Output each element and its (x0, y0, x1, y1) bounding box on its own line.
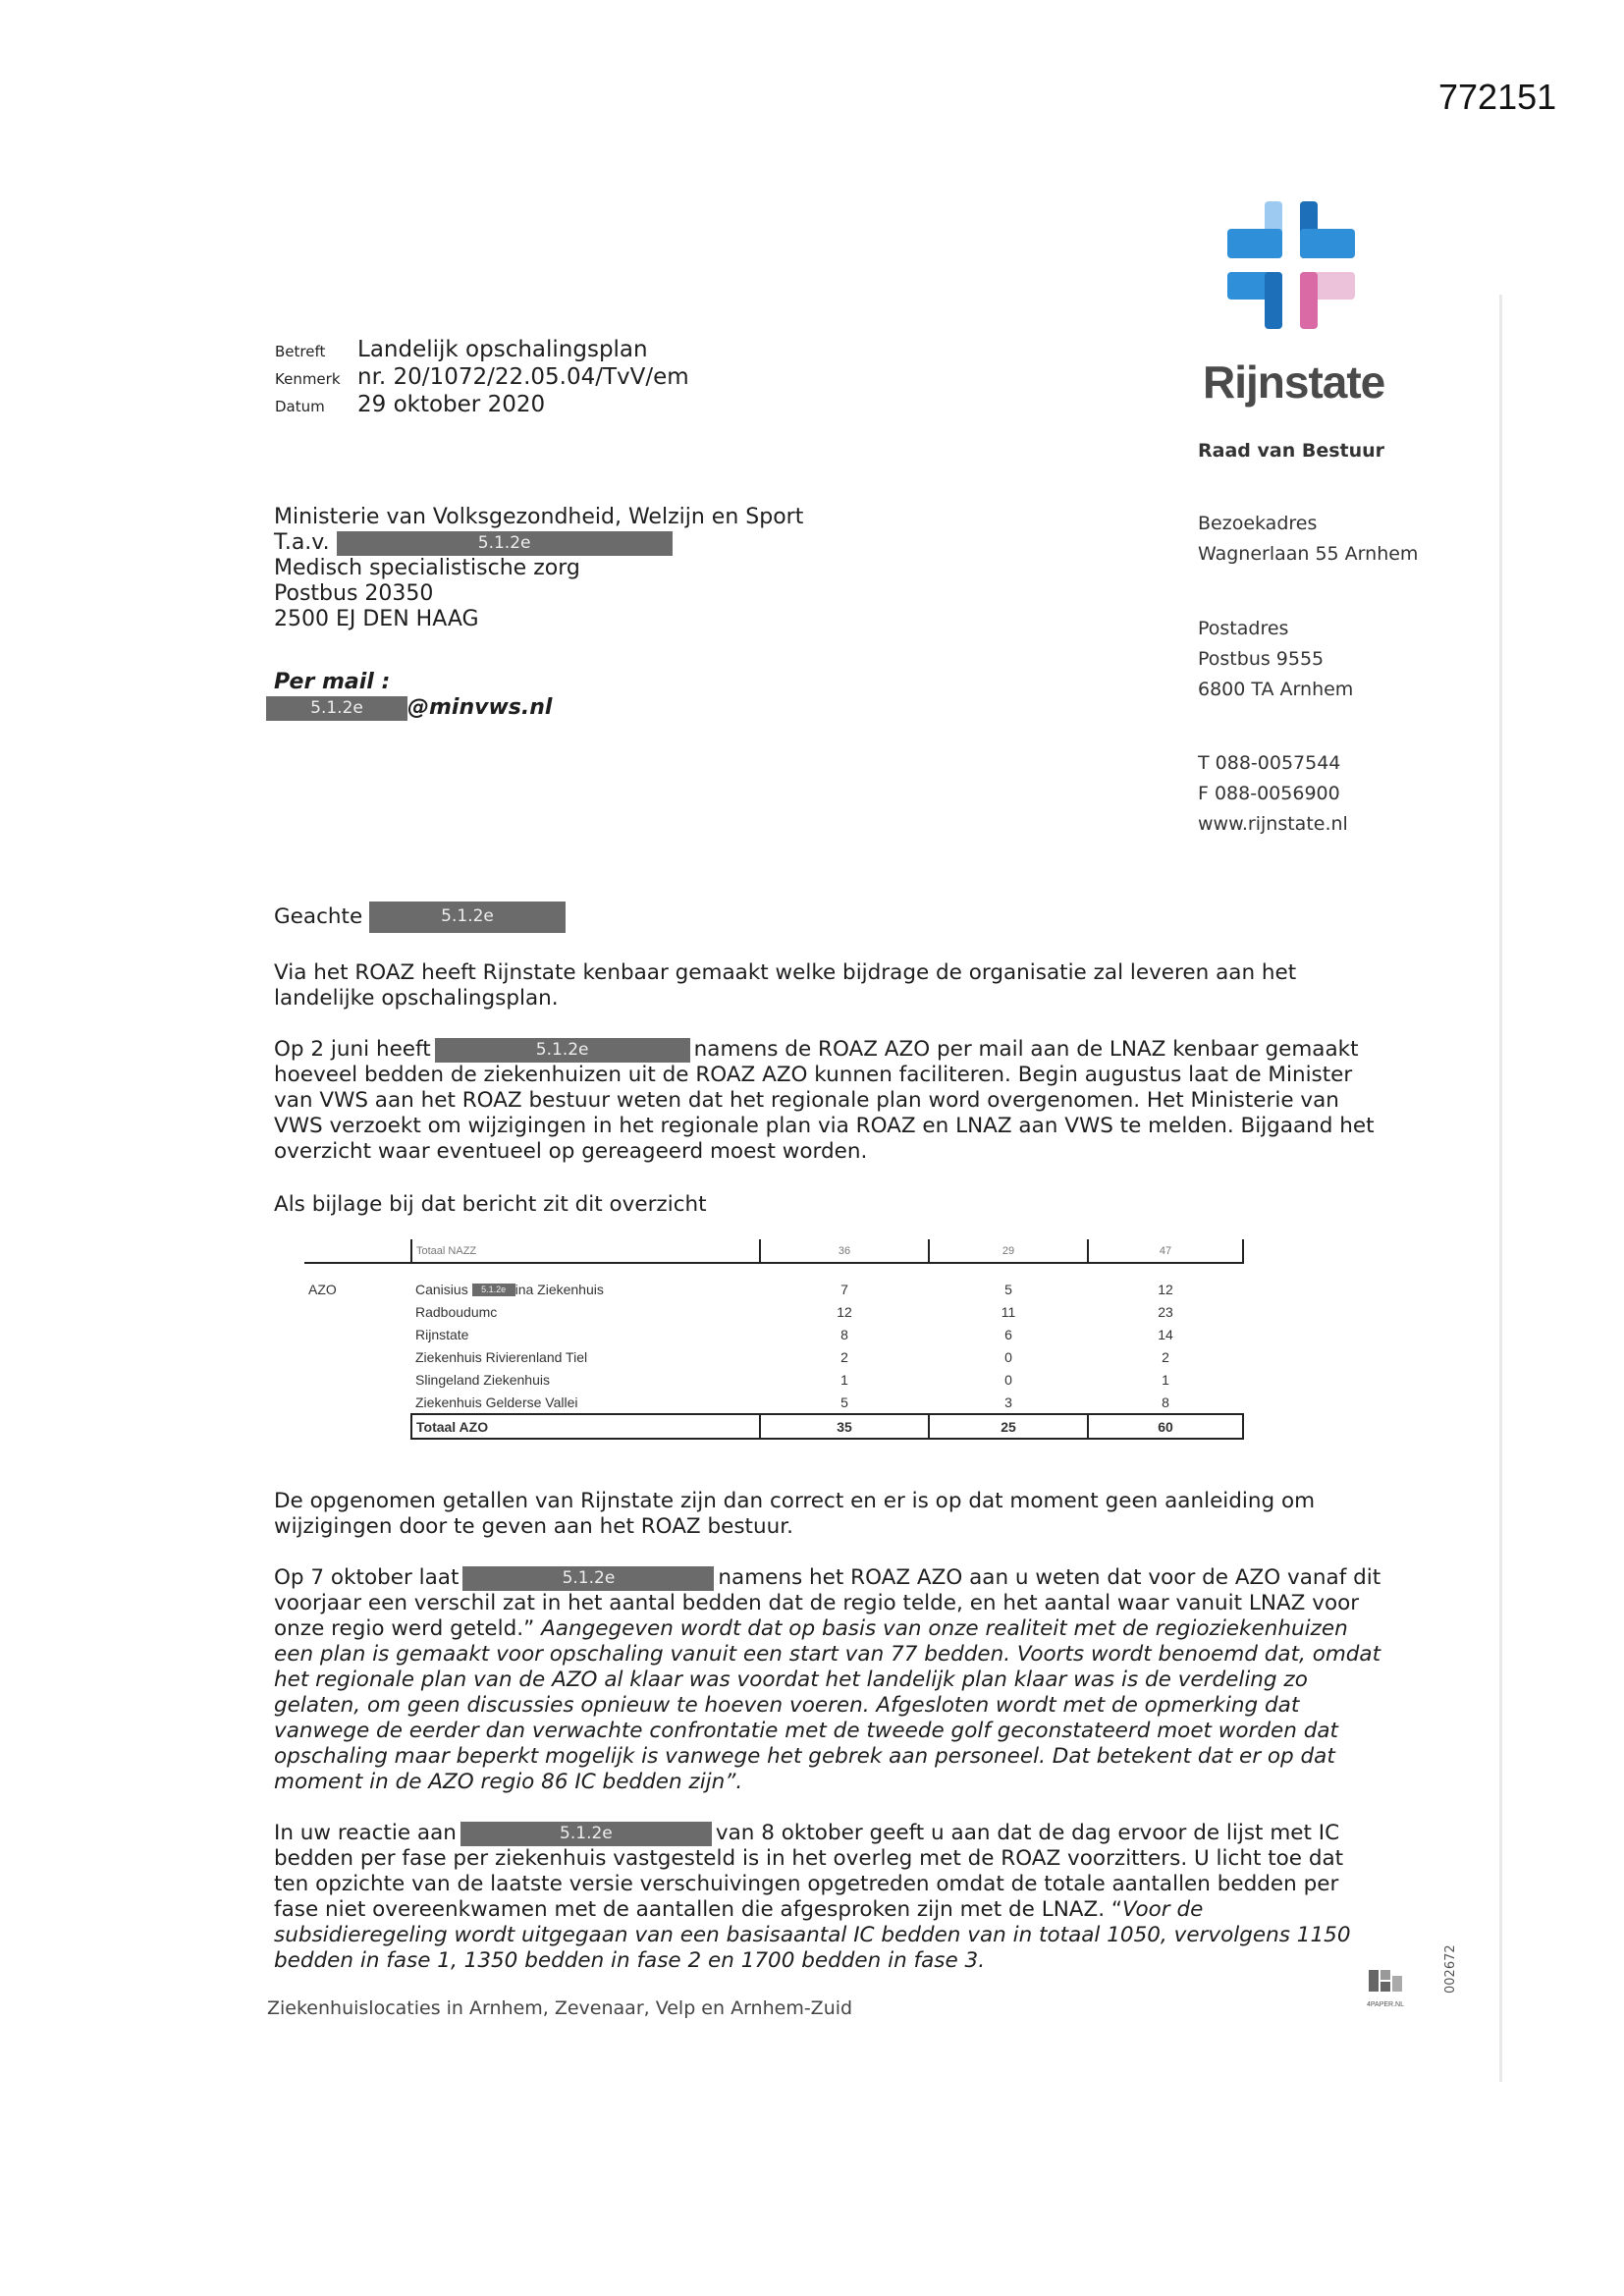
post-city: 6800 TA Arnhem (1198, 679, 1354, 700)
recipient-address (274, 505, 803, 632)
salutation-text: Geachte (274, 904, 363, 929)
table-header-cell: 47 (1088, 1239, 1243, 1263)
paragraph (274, 1821, 1364, 1974)
table-total-row (304, 1414, 1243, 1439)
table-cell: 1 (1162, 1371, 1169, 1388)
table-row (304, 1323, 1243, 1345)
table-cell: 23 (1158, 1303, 1173, 1320)
paragraph-text: Op 7 oktober laat (274, 1565, 460, 1590)
redaction-box: 5.1.2e (266, 696, 407, 721)
contact-block (1198, 748, 1348, 840)
paragraph: De opgenomen getallen van Rijnstate zijn dan correct en er is op dat moment geen aanleiding om wijzigingen door te geven aan het ROAZ bestuur. (274, 1489, 1316, 1539)
hospital-name: Slingeland Ziekenhuis (415, 1371, 550, 1388)
vertical-code: 002672 (1443, 1944, 1458, 1994)
paragraph-text: de lijst met IC bedden per fase per ziekenhuis vastgesteld is in het overleg met de ROAZ voorzitters. U licht toe dat ten opzichte van de laatste versie verschuivingen opgetreden omdat de totale aantallen bedden per fase niet overeenkwamen met de aantallen die afgesproken zijn met de LNAZ. “ (274, 1821, 1344, 1922)
redaction-box: 5.1.2e (435, 1038, 690, 1063)
email-domain: @minvws.nl (407, 695, 553, 720)
post-address-label: Postadres (1198, 618, 1289, 639)
table-row (304, 1300, 1243, 1323)
table-cell: 12 (1158, 1281, 1173, 1297)
paragraph-text: namens het ROAZ AZO aan u weten dat voor de AZO vanaf (718, 1565, 1347, 1590)
table-cell: 5 (1004, 1281, 1012, 1297)
hospital-name: Canisius (415, 1281, 468, 1297)
rijnstate-cross-logo-icon (1227, 201, 1355, 329)
table-row (304, 1345, 1243, 1368)
per-mail-block (274, 670, 552, 721)
table-cell: 1 (840, 1371, 848, 1388)
salutation (274, 902, 1393, 933)
table-cell: 60 (1088, 1414, 1243, 1439)
paragraph-text: van 8 oktober geeft u aan dat de dag ervoor (715, 1821, 1187, 1845)
hospital-name: Radboudumc (415, 1303, 498, 1320)
paragraph (274, 1037, 1383, 1165)
paragraph-text: In uw reactie aan (274, 1821, 457, 1845)
brand-name: Rijnstate (1203, 356, 1385, 408)
phone-number: T 088-0057544 (1198, 752, 1341, 774)
redaction-box: 5.1.2e (337, 531, 673, 556)
table-cell: 8 (1162, 1394, 1169, 1410)
table-cell: 11 (1001, 1303, 1016, 1320)
paper-mark-text: 4PAPER.NL (1367, 2001, 1404, 2008)
visit-address: Wagnerlaan 55 Arnhem (1198, 543, 1419, 565)
table-cell: 2 (1162, 1348, 1169, 1365)
total-label: Totaal AZO (411, 1414, 760, 1439)
hospital-name: ina Ziekenhuis (514, 1281, 604, 1297)
table-cell: 8 (840, 1326, 848, 1342)
table-cell: 0 (1004, 1371, 1012, 1388)
table-cell: 5 (840, 1394, 848, 1410)
table-cell: 7 (840, 1281, 848, 1297)
paragraph (274, 1565, 1383, 1795)
date-label: Datum (275, 398, 325, 415)
letter-header (275, 337, 689, 419)
date: 29 oktober 2020 (357, 392, 546, 417)
subject: Landelijk opschalingsplan (357, 337, 648, 362)
document-number: 772151 (1438, 77, 1557, 117)
reference-label: Kenmerk (275, 370, 341, 388)
table-cell: 6 (1004, 1326, 1012, 1342)
recipient-line: 2500 EJ DEN HAAG (274, 607, 479, 631)
post-address-block (1198, 614, 1353, 705)
paragraph-text: dit voorjaar een verschil zat in het aantal bedden dat de regio telde, en het aantal waar vanuit LNAZ voor onze regio werd geteld.” (274, 1565, 1381, 1641)
subject-label: Betreft (275, 343, 326, 360)
table-row (304, 1368, 1243, 1391)
visit-address-block (1198, 509, 1418, 570)
table-cell: 0 (1004, 1348, 1012, 1365)
redaction-box: 5.1.2e (460, 1822, 712, 1846)
paragraph-text: Op 2 juni heeft (274, 1037, 431, 1062)
hospital-name: Rijnstate (415, 1326, 469, 1342)
visit-address-label: Bezoekadres (1198, 513, 1318, 534)
tav-label: T.a.v. (274, 530, 330, 555)
table-cell: 3 (1004, 1394, 1012, 1410)
fax-number: F 088-0056900 (1198, 783, 1340, 804)
table-header-cell: 29 (929, 1239, 1088, 1263)
post-box: Postbus 9555 (1198, 648, 1325, 670)
overview-table (304, 1239, 1244, 1440)
redaction-box: 5.1.2e (369, 902, 566, 933)
paragraph-quote: Aangegeven wordt dat op basis van onze realiteit met de regioziekenhuizen een plan is gemaakt voor opschaling vanuit een start van 77 bedden. Voorts wordt benoemd dat, omdat het regionale plan van de AZO al klaar was voordat het landelijk plan klaar was is de verdeling zo gelaten, om geen discussies opnieuw te hoeven voeren. Afgesloten wordt met de opmerking dat vanwege de eerder dan verwachte confrontatie met de tweede golf geconstateerd moet worden dat opschaling maar beperkt mogelijk is vanwege het gebrek aan personeel. Dat betekent dat er op dat moment in de AZO regio 86 IC bedden zijn”. (274, 1616, 1381, 1794)
region-label: AZO (308, 1281, 337, 1297)
table-cell: 12 (837, 1303, 852, 1320)
hospital-name: Ziekenhuis Rivierenland Tiel (415, 1348, 588, 1365)
paragraph-quote: Voor de subsidieregeling wordt uitgegaan van een basisaantal IC bedden van in totaal 1050, vervolgens 1150 bedden in fase 1, 1350 bedden in fase 2 en 1700 bedden in fase 3. (274, 1897, 1351, 1973)
redaction-box: 5.1.2e (462, 1566, 714, 1591)
website-link: www.rijnstate.nl (1198, 813, 1348, 835)
redaction-box: 5.1.2e (472, 1284, 515, 1296)
table-row (304, 1278, 1243, 1300)
paragraph: Via het ROAZ heeft Rijnstate kenbaar gemaakt welke bijdrage de organisatie zal leveren aan het landelijke opschalingsplan. (274, 960, 1297, 1011)
table-cell: 35 (760, 1414, 929, 1439)
recipient-line: Medisch specialistische zorg (274, 556, 580, 580)
4paper-logo-icon (1367, 1968, 1412, 2007)
paragraph-text: hoeveel bedden de ziekenhuizen uit de ROAZ AZO kunnen faciliteren. Begin augustus laat de Minister van VWS aan het ROAZ bestuur weten dat het regionale plan word overgenomen. Het Ministerie van VWS verzoekt om wijzigingen in het regionale plan via ROAZ en LNAZ aan VWS te melden. Bijgaand het overzicht waar eventueel op gereageerd moest worden. (274, 1063, 1375, 1164)
reference: nr. 20/1072/22.05.04/TvV/em (357, 364, 689, 390)
table-header-cell: 36 (760, 1239, 929, 1263)
page-edge-line (1499, 295, 1502, 2082)
paragraph: Als bijlage bij dat bericht zit dit overzicht (274, 1192, 707, 1217)
table-cell: 14 (1158, 1326, 1173, 1342)
footer-locations: Ziekenhuislocaties in Arnhem, Zevenaar, Velp en Arnhem-Zuid (267, 1997, 853, 2019)
table-cell: 25 (929, 1414, 1088, 1439)
paragraph-text: namens de ROAZ AZO per mail aan de LNAZ kenbaar gemaakt (693, 1037, 1359, 1062)
table-cell: 2 (840, 1348, 848, 1365)
table-header-label: Totaal NAZZ (411, 1239, 760, 1263)
recipient-line: Ministerie van Volksgezondheid, Welzijn en Sport (274, 505, 804, 529)
department-name: Raad van Bestuur (1198, 440, 1385, 462)
recipient-line: Postbus 20350 (274, 581, 434, 606)
per-mail-label: Per mail : (274, 670, 391, 694)
hospital-name: Ziekenhuis Gelderse Vallei (415, 1394, 578, 1410)
table-row (304, 1391, 1243, 1414)
